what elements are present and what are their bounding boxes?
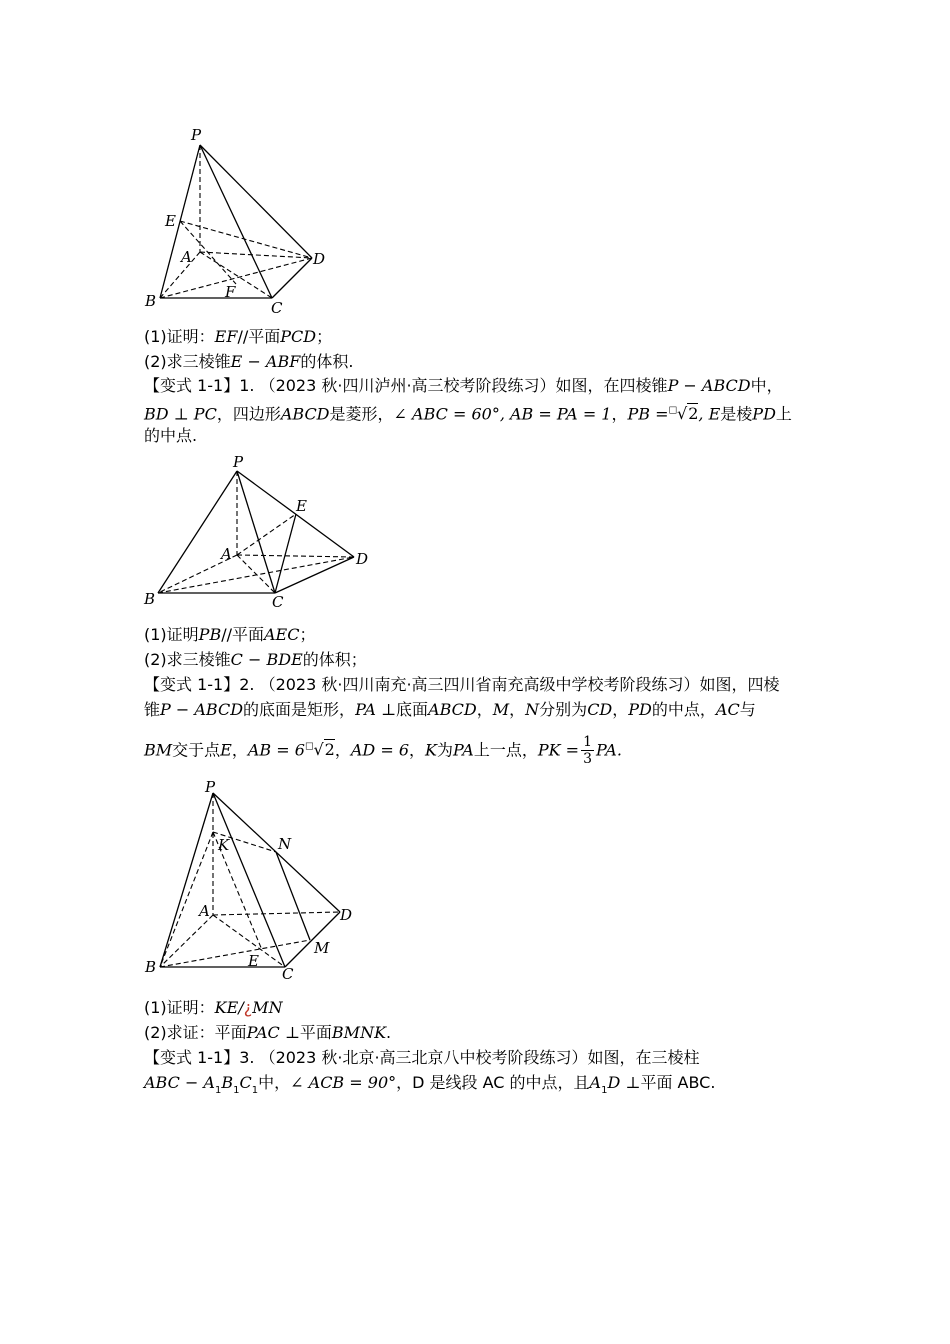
math: C − BDE <box>230 650 303 669</box>
text: 为 <box>436 740 453 760</box>
math: AB = 6 <box>247 740 305 760</box>
label-D: D <box>313 250 326 268</box>
math: KE <box>214 998 239 1017</box>
math: AC <box>715 700 740 719</box>
edge-AE <box>237 514 296 555</box>
math: K <box>425 740 437 760</box>
text: 锥 <box>144 700 161 719</box>
text: 平面 <box>299 1023 332 1042</box>
text: //平面 <box>221 625 264 644</box>
edge-PC <box>200 145 272 298</box>
text: . <box>386 1023 392 1042</box>
edge-EF <box>180 221 236 284</box>
math: PD <box>628 700 652 719</box>
text: 的体积. <box>300 352 354 371</box>
text: 的中点， <box>651 700 716 719</box>
text: 分别为 <box>539 700 588 719</box>
math: ABCD <box>428 700 477 719</box>
label-F: F <box>225 283 236 301</box>
math: E − ABF <box>230 352 301 371</box>
text: 的底面是矩形， <box>243 700 356 719</box>
math: PAC ⊥ <box>246 1023 300 1042</box>
math: A <box>589 1073 602 1092</box>
math: AD = 6 <box>350 740 409 760</box>
math: BM <box>144 740 173 760</box>
subscript: 1 <box>233 1085 240 1096</box>
text: 上 <box>775 404 792 424</box>
label-P: P <box>233 453 244 471</box>
edge-PC <box>213 793 285 967</box>
math: ∠ ACB = 90° <box>290 1073 397 1092</box>
variant1-line2 <box>144 399 814 426</box>
edge-PC <box>237 471 275 593</box>
edge-PB <box>160 145 200 298</box>
math: N <box>525 700 540 719</box>
text: ， <box>409 740 426 760</box>
label-E: E <box>296 497 307 515</box>
text: 底面 <box>396 700 429 719</box>
variant1-q2 <box>144 648 814 672</box>
text: ， <box>231 740 248 760</box>
text: ， <box>509 700 526 719</box>
math: MN <box>252 998 283 1017</box>
label-C: C <box>271 299 283 317</box>
figure-1 <box>144 126 325 317</box>
text: ， <box>611 404 628 424</box>
fraction-numerator: 1 <box>583 734 592 751</box>
math: ∠ ABC = 60°, AB = PA = 1 <box>393 404 612 424</box>
text: ，D 是线段 AC 的中点，且 <box>396 1073 590 1092</box>
math: B <box>221 1073 234 1092</box>
root-arg: 2 <box>688 404 699 424</box>
math: PA. <box>596 740 622 760</box>
math: PK = <box>537 740 580 760</box>
math: EF <box>214 327 238 346</box>
edge-PD <box>200 145 312 258</box>
edge-BD <box>160 258 312 298</box>
edge-PB <box>160 793 213 967</box>
text: 【变式 1-1】1. （2023 秋·四川泸州·高三校考阶段练习）如图，在四棱锥 <box>144 376 668 395</box>
variant1-line3 <box>144 424 814 448</box>
edge-BM <box>160 940 310 967</box>
variant3-line1 <box>144 1046 814 1070</box>
text: 平面 ABC. <box>640 1073 716 1092</box>
math: P − ABCD <box>160 700 244 719</box>
label-P: P <box>191 126 202 144</box>
edge-AC <box>200 252 272 298</box>
edge-NM <box>276 852 310 940</box>
edge-ED <box>180 221 312 258</box>
text: (1)证明： <box>144 327 215 346</box>
edge-CD <box>285 912 340 967</box>
edge-AB <box>158 555 237 593</box>
label-B: B <box>145 292 157 310</box>
root-index: □ <box>304 742 314 752</box>
label-C: C <box>272 593 284 611</box>
math: / <box>238 998 244 1017</box>
label-B: B <box>145 958 157 976</box>
label-C: C <box>282 965 294 983</box>
edge-AB <box>160 252 200 298</box>
text: 与 <box>739 700 756 719</box>
edge-PD <box>237 471 354 557</box>
math: BD ⊥ PC <box>144 404 217 424</box>
text: (1)证明 <box>144 625 199 644</box>
problem0-q2 <box>144 350 814 374</box>
edge-PB <box>158 471 237 593</box>
root-index: □ <box>668 406 678 416</box>
variant2-line2 <box>144 698 814 722</box>
edge-KN <box>213 832 276 852</box>
subscript: 1 <box>601 1085 608 1096</box>
text: 【变式 1-1】3. （2023 秋·北京·高三北京八中校考阶段练习）如图，在三棱柱 <box>144 1048 700 1067</box>
edge-AD <box>237 555 354 557</box>
text: ， <box>612 700 629 719</box>
root-arg: 2 <box>324 740 335 760</box>
label-D: D <box>356 550 369 568</box>
radical: □√2 <box>304 740 335 760</box>
math: D ⊥ <box>607 1073 641 1092</box>
variant2-q2 <box>144 1021 814 1045</box>
variant2-line3 <box>144 732 814 767</box>
fraction-denominator: 3 <box>583 751 592 768</box>
text: ， <box>334 740 351 760</box>
edge-AB <box>160 915 213 967</box>
label-A: A <box>199 902 210 920</box>
edge-AD <box>200 252 312 258</box>
math: PCD <box>280 327 317 346</box>
label-P: P <box>205 778 216 796</box>
math: M <box>492 700 510 719</box>
edge-CD <box>272 258 312 298</box>
text: 中， <box>258 1073 291 1092</box>
edge-KB <box>160 832 213 967</box>
fraction <box>581 734 594 767</box>
label-A: A <box>221 545 232 563</box>
math: P − ABCD <box>667 376 751 395</box>
variant3-line2 <box>144 1071 814 1098</box>
text: 的体积； <box>302 650 367 669</box>
edge-BD <box>158 557 354 593</box>
text: 上一点， <box>473 740 538 760</box>
glyph: ¿ <box>243 998 253 1017</box>
variant1-line1 <box>144 374 814 398</box>
label-K: K <box>218 836 230 854</box>
subscript: 1 <box>214 1085 222 1096</box>
edge-CD <box>275 557 354 593</box>
edge-CE <box>275 514 296 593</box>
text: (2)求证：平面 <box>144 1023 247 1042</box>
text: ； <box>299 625 316 644</box>
radical: □√2 <box>668 404 699 424</box>
text: (2)求三棱锥 <box>144 650 231 669</box>
variant1-q1 <box>144 623 814 647</box>
math: C <box>239 1073 252 1092</box>
variant2-q1 <box>144 996 814 1020</box>
math: PA ⊥ <box>355 700 397 719</box>
problem0-q1 <box>144 325 814 349</box>
edge-PD <box>213 793 340 912</box>
text: 是菱形， <box>329 404 394 424</box>
text: (1)证明： <box>144 998 215 1017</box>
math: PA <box>452 740 474 760</box>
math: ABC − A <box>144 1073 215 1092</box>
math: , E <box>698 404 721 424</box>
math: ABCD <box>280 404 330 424</box>
math: E <box>220 740 232 760</box>
math: BMNK <box>331 1023 387 1042</box>
figure-3 <box>144 778 352 983</box>
text: 的中点. <box>144 426 198 445</box>
text: ， <box>476 700 493 719</box>
text: 中， <box>750 376 783 395</box>
figure-2 <box>143 453 368 611</box>
text: (2)求三棱锥 <box>144 352 231 371</box>
math: PB = <box>627 404 669 424</box>
edge-AC <box>237 555 275 593</box>
math: PD <box>752 404 776 424</box>
text: 是棱 <box>720 404 753 424</box>
math: CD <box>587 700 613 719</box>
label-E: E <box>248 952 259 970</box>
text: 交于点 <box>172 740 221 760</box>
math: PB <box>198 625 222 644</box>
text: //平面 <box>237 327 281 346</box>
text: 【变式 1-1】2. （2023 秋·四川南充·高三四川省南充高级中学校考阶段练习）如图，四棱 <box>144 675 780 694</box>
label-A: A <box>181 248 192 266</box>
label-M: M <box>314 939 330 957</box>
variant2-line1 <box>144 673 814 697</box>
label-E: E <box>165 212 176 230</box>
text: ，四边形 <box>216 404 281 424</box>
label-B: B <box>144 590 156 608</box>
edge-KE <box>213 832 262 950</box>
subscript: 1 <box>251 1085 259 1096</box>
label-N: N <box>278 835 292 853</box>
edge-AD <box>213 912 340 915</box>
label-D: D <box>340 906 353 924</box>
edge-AC <box>213 915 285 967</box>
math: AEC <box>264 625 300 644</box>
text: ； <box>316 327 333 346</box>
